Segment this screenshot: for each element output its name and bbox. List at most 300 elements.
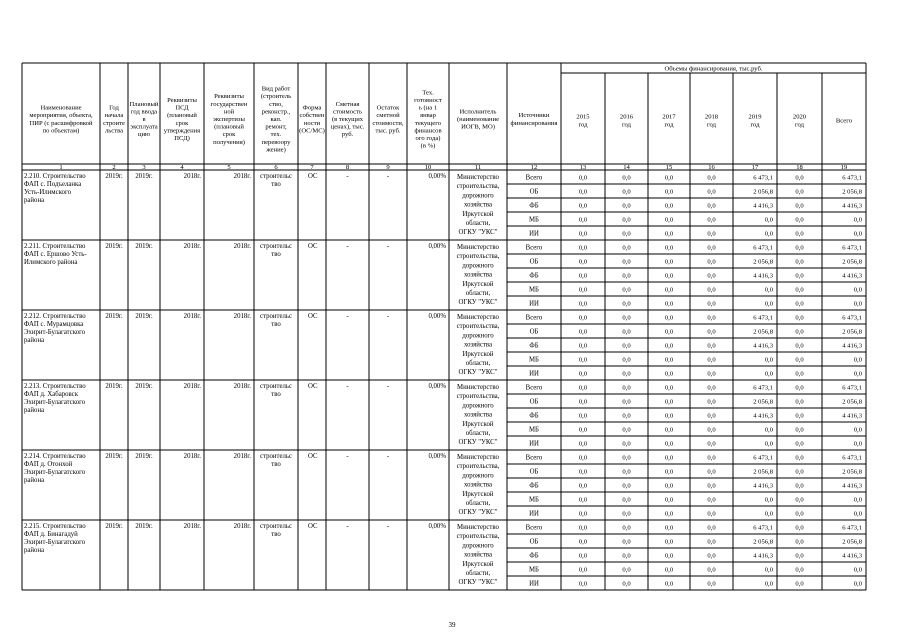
funding-value: 0,0 <box>622 314 631 322</box>
source-label: МБ <box>529 566 539 574</box>
funding-value: 0,0 <box>853 356 862 364</box>
funding-value: 0,0 <box>707 188 716 196</box>
source-label: ИИ <box>529 510 539 518</box>
ownership: ОС <box>308 523 318 530</box>
object-name: 2.211. Строительство <box>24 243 86 250</box>
column-number: 18 <box>796 164 803 171</box>
funding-value: 0,0 <box>578 510 588 518</box>
source-label: МБ <box>529 356 539 364</box>
funding-value: 0,0 <box>707 384 716 392</box>
column-number: 15 <box>665 164 673 171</box>
year-header: 2015 <box>576 113 590 121</box>
column-header-text: ПСД <box>175 104 189 112</box>
funding-value: 0,0 <box>578 328 588 336</box>
source-label: ФБ <box>529 272 539 280</box>
funding-value: 0,0 <box>707 230 716 238</box>
column-header-text: ности <box>303 119 321 127</box>
funding-value: 0,0 <box>707 314 716 322</box>
funding-value: 0,0 <box>795 328 804 336</box>
funding-value: 4 416,3 <box>753 272 773 280</box>
funding-value: 0,0 <box>622 258 631 266</box>
funding-value: 0,0 <box>622 174 631 182</box>
year-header: 2017 <box>662 113 676 121</box>
executor-text: дорожного <box>462 332 494 340</box>
funding-value: 0,0 <box>707 258 716 266</box>
column-header-text: Форма <box>302 104 322 112</box>
funding-value: 0,0 <box>853 566 862 574</box>
executor-text: Министерство <box>457 384 499 391</box>
funding-value: 0,0 <box>622 286 631 294</box>
column-header-text: по объектам) <box>42 127 80 135</box>
funding-value: 0,0 <box>622 524 631 532</box>
funding-value: 0,0 <box>622 188 631 196</box>
funding-value: 0,0 <box>795 370 804 378</box>
funding-value: 0,0 <box>795 258 804 266</box>
column-header-text: срок <box>222 131 236 139</box>
funding-value: 0,0 <box>795 482 804 490</box>
funding-value: 0,0 <box>578 202 588 210</box>
work-type: тво <box>271 531 281 538</box>
funding-value: 2 056,8 <box>753 468 773 476</box>
funding-value: 0,0 <box>622 216 631 224</box>
funding-value: 0,0 <box>853 510 862 518</box>
funding-value: 0,0 <box>622 510 631 518</box>
column-header-text: льства <box>104 127 124 135</box>
psd-date: 2018г. <box>183 383 201 390</box>
funding-value: 2 056,8 <box>753 398 773 406</box>
source-label: Всего <box>525 174 543 182</box>
funding-value: 0,0 <box>664 272 674 280</box>
remaining-cost: - <box>386 453 390 460</box>
column-header-text: жение) <box>266 146 286 154</box>
executor-text: дорожного <box>462 472 494 480</box>
object-name: Эхирит-Булагатского <box>24 469 86 476</box>
column-header-text: текущего <box>414 119 442 127</box>
funding-value: 0,0 <box>764 510 773 518</box>
funding-value: 4 416,3 <box>753 202 773 210</box>
column-header-text: Источники <box>518 112 550 120</box>
expertise-date: 2018г. <box>233 173 251 180</box>
funding-value: 0,0 <box>707 398 716 406</box>
column-number: 19 <box>840 164 848 171</box>
funding-value: 0,0 <box>707 496 716 504</box>
funding-value: 0,0 <box>707 356 716 364</box>
funding-value: 0,0 <box>578 412 588 420</box>
source-label: МБ <box>529 496 539 504</box>
executor-text: Иркутской <box>462 490 494 498</box>
year-header: 2016 <box>619 113 634 121</box>
start-year: 2019г. <box>105 173 123 180</box>
executor-text: ОГКУ "УКС" <box>458 299 498 307</box>
funding-value: 0,0 <box>795 468 804 476</box>
source-label: ОБ <box>529 398 539 406</box>
funding-value: 0,0 <box>622 496 631 504</box>
funding-value: 0,0 <box>707 286 716 294</box>
funding-value: 0,0 <box>578 468 588 476</box>
funding-value: 0,0 <box>707 342 716 350</box>
funding-value: 0,0 <box>795 188 804 196</box>
funding-value: 0,0 <box>707 202 716 210</box>
funding-value: 0,0 <box>578 216 588 224</box>
object-name: ФАП с. Мурамцовка <box>24 321 84 328</box>
funding-value: 4 416,3 <box>842 202 862 210</box>
funding-value: 0,0 <box>707 328 716 336</box>
column-header-text: ИОГВ, МО) <box>461 123 495 131</box>
funding-value: 0,0 <box>578 174 588 182</box>
funding-value: 0,0 <box>578 286 588 294</box>
funding-value: 0,0 <box>664 566 674 574</box>
object-name: ФАП д. Отонхой <box>24 461 73 468</box>
executor-text: Министерство <box>457 524 499 531</box>
funding-value: 0,0 <box>707 580 716 588</box>
column-header-text: экспертизы <box>213 116 245 124</box>
estimate-cost: - <box>346 173 349 180</box>
funding-value: 0,0 <box>795 580 804 588</box>
funding-value: 0,0 <box>707 216 716 224</box>
funding-value: 0,0 <box>664 468 674 476</box>
funding-value: 6 473,1 <box>753 384 773 392</box>
funding-value: 6 473,1 <box>753 314 773 322</box>
funding-value: 0,0 <box>578 454 588 462</box>
object-name: ФАП с. Подъеланка <box>24 181 82 188</box>
work-type: строительс <box>260 173 292 180</box>
work-type: строительс <box>260 313 292 320</box>
object-name: 2.215. Строительство <box>24 523 86 530</box>
funding-value: 0,0 <box>795 286 804 294</box>
funding-value: 0,0 <box>795 440 804 448</box>
column-header-text: мероприятия, объекта, <box>29 112 93 120</box>
column-header-text: финансирования <box>510 119 558 127</box>
column-number: 10 <box>424 164 432 171</box>
source-label: ФБ <box>529 412 539 420</box>
funding-value: 0,0 <box>578 524 588 532</box>
column-header-text: январ <box>420 112 436 120</box>
source-label: ФБ <box>529 202 539 210</box>
readiness: 0,00% <box>428 523 446 530</box>
column-header-text: перевоору <box>261 138 291 146</box>
column-header-text: строите <box>103 119 125 127</box>
source-label: ОБ <box>529 538 539 546</box>
funding-value: 0,0 <box>707 454 716 462</box>
funding-value: 0,0 <box>622 272 631 280</box>
executor-text: Министерство <box>457 244 499 251</box>
funding-value: 0,0 <box>578 272 588 280</box>
funding-value: 0,0 <box>664 328 674 336</box>
column-header-text: ной <box>223 108 235 116</box>
psd-date: 2018г. <box>183 313 201 320</box>
executor-text: Иркутской <box>462 210 494 218</box>
funding-value: 0,0 <box>664 286 674 294</box>
column-header-text: (наименование <box>456 116 500 124</box>
funding-value: 0,0 <box>664 174 674 182</box>
start-year: 2019г. <box>105 453 123 460</box>
funding-value: 6 473,1 <box>842 314 862 322</box>
executor-text: Министерство <box>457 314 499 321</box>
executor-text: строительства, <box>456 533 500 541</box>
psd-date: 2018г. <box>183 173 201 180</box>
funding-value: 0,0 <box>795 356 804 364</box>
funding-value: 0,0 <box>795 272 804 280</box>
funding-value: 0,0 <box>707 412 716 420</box>
column-header-text: в <box>142 116 146 124</box>
funding-value: 0,0 <box>707 552 716 560</box>
work-type: тво <box>271 251 281 258</box>
column-header-text: реконстр., <box>261 108 291 116</box>
funding-value: 0,0 <box>795 174 804 182</box>
object-name: Усть-Илимского <box>24 189 71 196</box>
commission-year: 2019г. <box>135 523 153 530</box>
funding-value: 0,0 <box>622 384 631 392</box>
object-name: Илимского района <box>24 259 78 266</box>
column-header-text: (ОС/МС) <box>299 127 325 135</box>
column-header-text: Наименование <box>40 104 82 112</box>
funding-value: 4 416,3 <box>753 552 773 560</box>
ownership: ОС <box>308 313 318 320</box>
funding-value: 6 473,1 <box>753 454 773 462</box>
column-header-text: начала <box>104 112 124 120</box>
executor-text: хозяйства <box>463 271 493 279</box>
estimate-cost: - <box>346 243 349 250</box>
source-label: МБ <box>529 216 539 224</box>
work-type: строительс <box>260 523 292 530</box>
column-header-text: ь (на 1 <box>418 104 438 112</box>
funding-value: 2 056,8 <box>842 258 862 266</box>
column-number: 9 <box>386 164 390 171</box>
column-number: 16 <box>708 164 715 171</box>
work-type: строительс <box>260 243 292 250</box>
remaining-cost: - <box>386 523 390 530</box>
funding-value: 0,0 <box>664 524 674 532</box>
funding-value: 0,0 <box>578 314 588 322</box>
executor-text: Иркутской <box>462 560 494 568</box>
commission-year: 2019г. <box>135 173 153 180</box>
column-header-text: Реквизиты <box>167 97 197 105</box>
funding-value: 0,0 <box>707 566 716 574</box>
funding-value: 0,0 <box>622 454 631 462</box>
start-year: 2019г. <box>105 313 123 320</box>
funding-value: 0,0 <box>622 244 631 252</box>
funding-value: 0,0 <box>578 356 588 364</box>
funding-value: 0,0 <box>622 230 631 238</box>
column-header-text: цию <box>138 131 150 139</box>
table-grid <box>22 63 866 590</box>
column-header-text: Исполнитель <box>459 108 497 116</box>
executor-text: Иркутской <box>462 350 494 358</box>
funding-value: 0,0 <box>853 580 862 588</box>
readiness: 0,00% <box>428 313 446 320</box>
executor-text: области, <box>465 430 491 437</box>
psd-date: 2018г. <box>183 243 201 250</box>
funding-value: 0,0 <box>664 244 674 252</box>
funding-value: 2 056,8 <box>753 188 773 196</box>
funding-value: 0,0 <box>578 300 588 308</box>
funding-value: 6 473,1 <box>753 244 773 252</box>
source-label: МБ <box>529 426 539 434</box>
year-header: Всего <box>835 117 853 125</box>
expertise-date: 2018г. <box>233 243 251 250</box>
funding-value: 0,0 <box>664 440 674 448</box>
column-header-text: ство, <box>269 100 283 108</box>
source-label: Всего <box>525 244 543 252</box>
funding-value: 0,0 <box>622 426 631 434</box>
funding-value: 0,0 <box>622 398 631 406</box>
funding-value: 0,0 <box>764 440 773 448</box>
executor-text: хозяйства <box>463 411 493 419</box>
column-header-text: стоимость <box>333 108 362 116</box>
remaining-cost: - <box>386 313 390 320</box>
funding-value: 0,0 <box>622 370 631 378</box>
funding-value: 4 416,3 <box>842 412 862 420</box>
funding-value: 0,0 <box>622 328 631 336</box>
readiness: 0,00% <box>428 243 446 250</box>
column-number: 1 <box>59 164 63 171</box>
column-header-text: срок <box>175 119 189 127</box>
funding-value: 0,0 <box>764 370 773 378</box>
funding-value: 0,0 <box>707 370 716 378</box>
object-name: ФАП с. Ершово Усть- <box>24 251 87 258</box>
executor-text: строительства, <box>456 393 500 401</box>
source-label: ОБ <box>529 188 539 196</box>
source-label: ИИ <box>529 370 539 378</box>
column-header-text: тех. <box>270 131 282 139</box>
column-number: 11 <box>474 164 482 171</box>
funding-value: 4 416,3 <box>842 482 862 490</box>
funding-value: 0,0 <box>795 300 804 308</box>
funding-value: 0,0 <box>795 426 804 434</box>
funding-value: 0,0 <box>795 496 804 504</box>
column-header-text: готовност <box>414 97 442 105</box>
funding-value: 6 473,1 <box>842 524 862 532</box>
source-label: ИИ <box>529 580 539 588</box>
column-header-text: эксплуата <box>130 123 158 131</box>
funding-value: 2 056,8 <box>842 328 862 336</box>
funding-value: 6 473,1 <box>842 244 862 252</box>
funding-value: 0,0 <box>578 538 588 546</box>
funding-value: 6 473,1 <box>753 174 773 182</box>
funding-value: 0,0 <box>664 552 674 560</box>
funding-value: 0,0 <box>578 384 588 392</box>
year-header: 2019 <box>748 113 762 121</box>
remaining-cost: - <box>386 383 390 390</box>
column-header-text: (в %) <box>420 142 436 150</box>
funding-value: 0,0 <box>707 300 716 308</box>
object-name: ФАП д. Хабаровск <box>24 391 78 398</box>
executor-text: ОГКУ "УКС" <box>458 369 498 377</box>
funding-value: 0,0 <box>622 356 631 364</box>
funding-value: 0,0 <box>664 356 674 364</box>
funding-value: 0,0 <box>664 300 674 308</box>
executor-text: Министерство <box>457 454 499 461</box>
executor-text: области, <box>465 570 491 577</box>
funding-value: 6 473,1 <box>842 454 862 462</box>
expertise-date: 2018г. <box>233 523 251 530</box>
funding-value: 0,0 <box>707 510 716 518</box>
object-name: района <box>24 547 45 554</box>
psd-date: 2018г. <box>183 453 201 460</box>
estimate-cost: - <box>346 453 349 460</box>
funding-value: 0,0 <box>664 454 674 462</box>
funding-value: 0,0 <box>764 230 773 238</box>
column-header-text: получения) <box>213 138 245 146</box>
column-header-text: руб. <box>341 131 354 139</box>
funding-value: 0,0 <box>764 356 773 364</box>
funding-value: 0,0 <box>664 258 674 266</box>
executor-text: хозяйства <box>463 551 493 559</box>
source-label: ФБ <box>529 342 539 350</box>
funding-value: 0,0 <box>795 538 804 546</box>
object-name: 2.210. Строительство <box>24 173 86 180</box>
funding-value: 0,0 <box>578 258 588 266</box>
funding-value: 0,0 <box>578 440 588 448</box>
funding-value: 0,0 <box>795 412 804 420</box>
column-header-text: финансов <box>414 127 442 135</box>
funding-value: 0,0 <box>853 286 862 294</box>
commission-year: 2019г. <box>135 313 153 320</box>
column-header-text: сметной <box>376 112 400 120</box>
object-name: 2.213. Строительство <box>24 383 86 390</box>
funding-value: 0,0 <box>578 244 588 252</box>
column-header-text: кап. <box>270 116 282 124</box>
executor-text: хозяйства <box>463 201 493 209</box>
funding-value: 0,0 <box>853 230 862 238</box>
funding-value: 4 416,3 <box>842 552 862 560</box>
source-label: Всего <box>525 454 543 462</box>
funding-value: 2 056,8 <box>753 538 773 546</box>
start-year: 2019г. <box>105 523 123 530</box>
funding-value: 0,0 <box>578 188 588 196</box>
funding-value: 0,0 <box>707 482 716 490</box>
work-type: тво <box>271 461 281 468</box>
funding-value: 4 416,3 <box>753 412 773 420</box>
funding-value: 2 056,8 <box>842 538 862 546</box>
funding-value: 0,0 <box>795 244 804 252</box>
column-header-text: ПСД) <box>174 135 190 143</box>
funding-value: 0,0 <box>853 370 862 378</box>
executor-text: области, <box>465 360 491 367</box>
object-name: 2.214. Строительство <box>24 453 86 460</box>
object-name: ФАП д. Бинагадуй <box>24 531 78 538</box>
executor-text: области, <box>465 500 491 507</box>
funding-value: 0,0 <box>795 342 804 350</box>
executor-text: дорожного <box>462 262 494 270</box>
source-label: ФБ <box>529 482 539 490</box>
source-label: ОБ <box>529 258 539 266</box>
column-header-text: (строитель <box>260 93 292 101</box>
column-header-text: Остаток <box>376 104 400 112</box>
work-type: тво <box>271 391 281 398</box>
column-number: 8 <box>345 164 350 171</box>
column-number: 17 <box>751 164 759 171</box>
executor-text: дорожного <box>462 192 494 200</box>
funding-value: 2 056,8 <box>842 468 862 476</box>
ownership: ОС <box>308 383 318 390</box>
object-name: района <box>24 337 45 344</box>
funding-value: 0,0 <box>664 202 674 210</box>
column-header-text: год ввода <box>130 108 158 116</box>
funding-value: 0,0 <box>795 454 804 462</box>
funding-value: 0,0 <box>664 314 674 322</box>
funding-value: 0,0 <box>622 468 631 476</box>
year-header: год <box>578 121 588 129</box>
source-label: ОБ <box>529 468 539 476</box>
column-header-text: ого года) <box>415 135 441 143</box>
funding-value: 0,0 <box>622 300 631 308</box>
estimate-cost: - <box>346 313 349 320</box>
column-header-text: Год <box>109 104 119 112</box>
column-number: 12 <box>530 164 538 171</box>
commission-year: 2019г. <box>135 243 153 250</box>
work-type: строительс <box>260 453 292 460</box>
